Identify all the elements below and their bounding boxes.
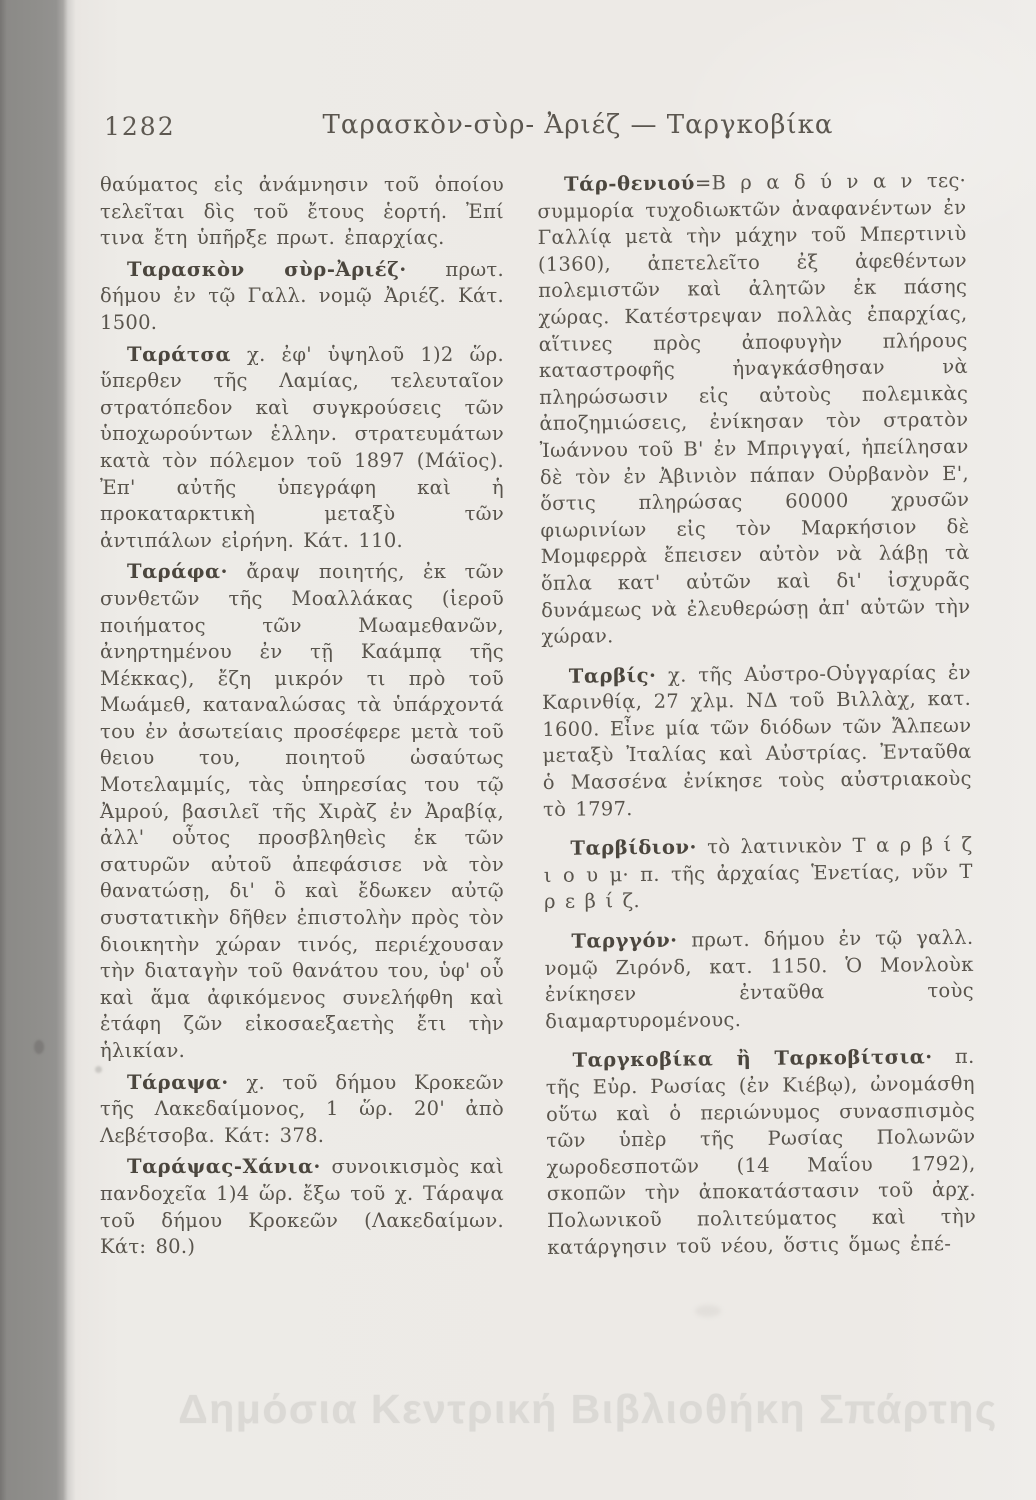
entry-headword: Τάραψα·: [127, 1070, 229, 1094]
entry-headword: Ταργγόν·: [571, 928, 678, 953]
entry-body: π. τῆς Εὐρ. Ρωσίας (ἐν Κιέβῳ), ὠνομάσθη οὕτω καὶ ὁ περιώνυμος συνασπισμὸς τῶν ὑπὲρ τῆς Ρωσίας Πολωνῶν χωροδεσποτῶν (14 Μαΐου 1792), σκοπῶν τὴν ἀποκατάστασιν τοῦ ἀρχ. Πολωνικοῦ πολιτεύματος καὶ τὴν κατάργησιν τοῦ νέου, ὅστις ὅμως ἐπέ-: [545, 1045, 977, 1259]
dictionary-entry: [100, 172, 504, 252]
dictionary-entry: [100, 257, 504, 337]
entry-body: =Β ρ α δ ύ ν α ν τες· συμμορία τυχοδιωκτῶν ἀναφανέντων ἐν Γαλλίᾳ μετὰ τὴν μάχην τοῦ Μπερτινιὺ (1360), ἀπετελεῖτο ἐξ ἀφεθέντων πολεμιστῶν καὶ ἀλητῶν ἐκ πάσης χώρας. Κατέστρεψαν πολλὰς ἐπαρχίας, αἵτινες πρὸς ἀποφυγὴν πλήρους καταστροφῆς ἠναγκάσθησαν νὰ πληρώσωσιν εἰς αὐτοὺς πολεμικὰς ἀποζημιώσεις, ἐνίκησαν τὸν στρατὸν Ἰωάννου τοῦ Β' ἐν Μπριγγαί, ἠπείλησαν δὲ τὸν ἐν Ἀβινιὸν πάπαν Οὐρβανὸν Ε', ὅστις πληρώσας 60000 χρυσῶν φιωρινίων εἰς τὸν Μαρκήσιον δὲ Μομφερρὰ ἔπεισεν αὐτὸν νὰ λάβῃ τὰ ὅπλα κατ' αὐτῶν καὶ δι' ἰσχυρᾶς δυνάμεως νὰ ἐλευθερώσῃ ἀπ' αὐτῶν τὴν χώραν.: [537, 168, 971, 649]
dictionary-entry: [100, 1154, 504, 1260]
right-column: [537, 168, 976, 1261]
entry-headword: Ταρασκὸν σὺρ-Ἀριέζ·: [127, 257, 407, 281]
page-header: [100, 110, 966, 150]
dictionary-entry: [537, 168, 971, 651]
text-columns: [100, 168, 977, 1261]
entry-headword: Ταράψας-Χάνια·: [127, 1155, 321, 1179]
entry-body: θαύματος εἰς ἀνάμνησιν τοῦ ὁποίου τελεῖται δὶς τοῦ ἔτους ἑορτή. Ἐπί τινα ἔτη ὑπῆρξε πρωτ. ἐπαρχίας.: [100, 173, 504, 250]
running-header: Ταρασκὸν-σὺρ- Ἀριέζ — Ταργκοβίκα: [322, 110, 834, 140]
dictionary-entry: [543, 832, 973, 916]
dictionary-entry: [544, 925, 974, 1035]
entry-body: τὸ λατινικὸν Τ α ρ β ί ζ ι ο υ μ· π. τῆς ἀρχαίας Ἑνετίας, νῦν Τ ρ ε β ί ζ.: [543, 833, 973, 914]
page-number: 1282: [104, 112, 176, 141]
entry-headword: Ταράτσα: [127, 342, 232, 366]
entry-headword: Ταράφα·: [127, 560, 229, 584]
entry-body: χ. τοῦ δήμου Κροκεῶν τῆς Λακεδαίμονος, 1 ὥρ. 20' ἀπὸ Λεβέτσοβα. Κάτ: 378.: [100, 1070, 504, 1147]
scan-speck: [695, 1305, 721, 1317]
entry-headword: Ταρβίδιον·: [570, 835, 698, 860]
entry-headword: Ταρβίς·: [568, 663, 657, 688]
entry-body: συνοικισμὸς καὶ πανδοχεῖα 1)4 ὥρ. ἔξω τοῦ χ. Τάραψα τοῦ δήμου Κροκεῶν (Λακεδαίμων. Κάτ: 80.): [100, 1155, 504, 1259]
dictionary-entry: [100, 342, 504, 555]
entry-body: χ. τῆς Αὐστρο-Οὑγγαρίας ἐν Καρινθίᾳ, 27 χλμ. ΝΔ τοῦ Βιλλὰχ, κατ. 1600. Εἶνε μία τῶν διόδων τῶν Ἄλπεων μεταξὺ Ἰταλίας καὶ Αὐστρίας. Ἐνταῦθα ὁ Μασσένα ἐνίκησε τοὺς αὐστριακοὺς τὸ 1797.: [541, 660, 972, 821]
dictionary-entry: [542, 660, 973, 824]
dictionary-entry: [100, 559, 504, 1064]
library-watermark: Δημόσια Κεντρική Βιβλιοθήκη Σπάρτης: [178, 1386, 998, 1432]
entry-headword: Τάρ-θενιού: [564, 171, 696, 196]
entry-headword: Ταργκοβίκα ἢ Ταρκοβίτσια·: [572, 1045, 933, 1073]
dictionary-entry: [545, 1044, 976, 1261]
scan-speck: [34, 1040, 44, 1054]
entry-body: πρωτ. δήμου ἐν τῷ γαλλ. νομῷ Ζιρόνδ, κατ. 1150. Ὁ Μονλοὺκ ἐνίκησεν ἐνταῦθα τοὺς διαμαρτυρομένους.: [544, 925, 974, 1033]
dictionary-entry: [100, 1070, 504, 1150]
entry-body: πρωτ. δήμου ἐν τῷ Γαλλ. νομῷ Ἀριέζ. Κάτ. 1500.: [100, 257, 504, 334]
entry-body: χ. ἐφ' ὑψηλοῦ 1)2 ὥρ. ὕπερθεν τῆς Λαμίας, τελευταῖον στρατόπεδον καὶ συγκρούσεις τῶν ὑποχωρούντων ἑλλην. στρατευμάτων κατὰ τὸν πόλεμον τοῦ 1897 (Μάϊος). Ἐπ' αὐτῆς ὑπεγράφη καὶ ἡ προκαταρκτικὴ μεταξὺ τῶν ἀντιπάλων εἰρήνη. Κάτ. 110.: [100, 342, 504, 552]
entry-body: ἄραψ ποιητής, ἐκ τῶν συνθετῶν τῆς Μοαλλάκας (ἱεροῦ ποιήματος τῶν Μωαμεθανῶν, ἀνηρτημένου ἐν τῇ Καάμπᾳ τῆς Μέκκας), ἔζη μικρόν τι πρὸ τοῦ Μωάμεθ, καταναλώσας τὰ ὑπάρχοντά του ἐν ἀσωτείαις προσέφερε μετὰ τοῦ θειου του, ποιητοῦ ὡσαύτως Μοτελαμμίς, τὰς ὑπηρεσίας του τῷ Ἀμρού, βασιλεῖ τῆς Χιρὰζ ἐν Ἀραβίᾳ, ἀλλ' οὗτος προσβληθεὶς ἐκ τῶν σατυρῶν αὐτοῦ ἀπεφάσισε νὰ τὸν θανατώσῃ, δι' ὃ καὶ ἔδωκεν αὐτῷ συστατικὴν δῆθεν ἐπιστολὴν πρὸς τὸν διοικητὴν χώραν τινός, περιέχουσαν τὴν διαταγὴν τοῦ θανάτου του, ὑφ' οὗ καὶ ἅμα ἀφικόμενος συνελήφθη καὶ ἐτάφη ζῶν εἰκοσαεξαετὴς ἔτι τὴν ἡλικίαν.: [100, 560, 504, 1062]
left-column: [100, 172, 504, 1261]
